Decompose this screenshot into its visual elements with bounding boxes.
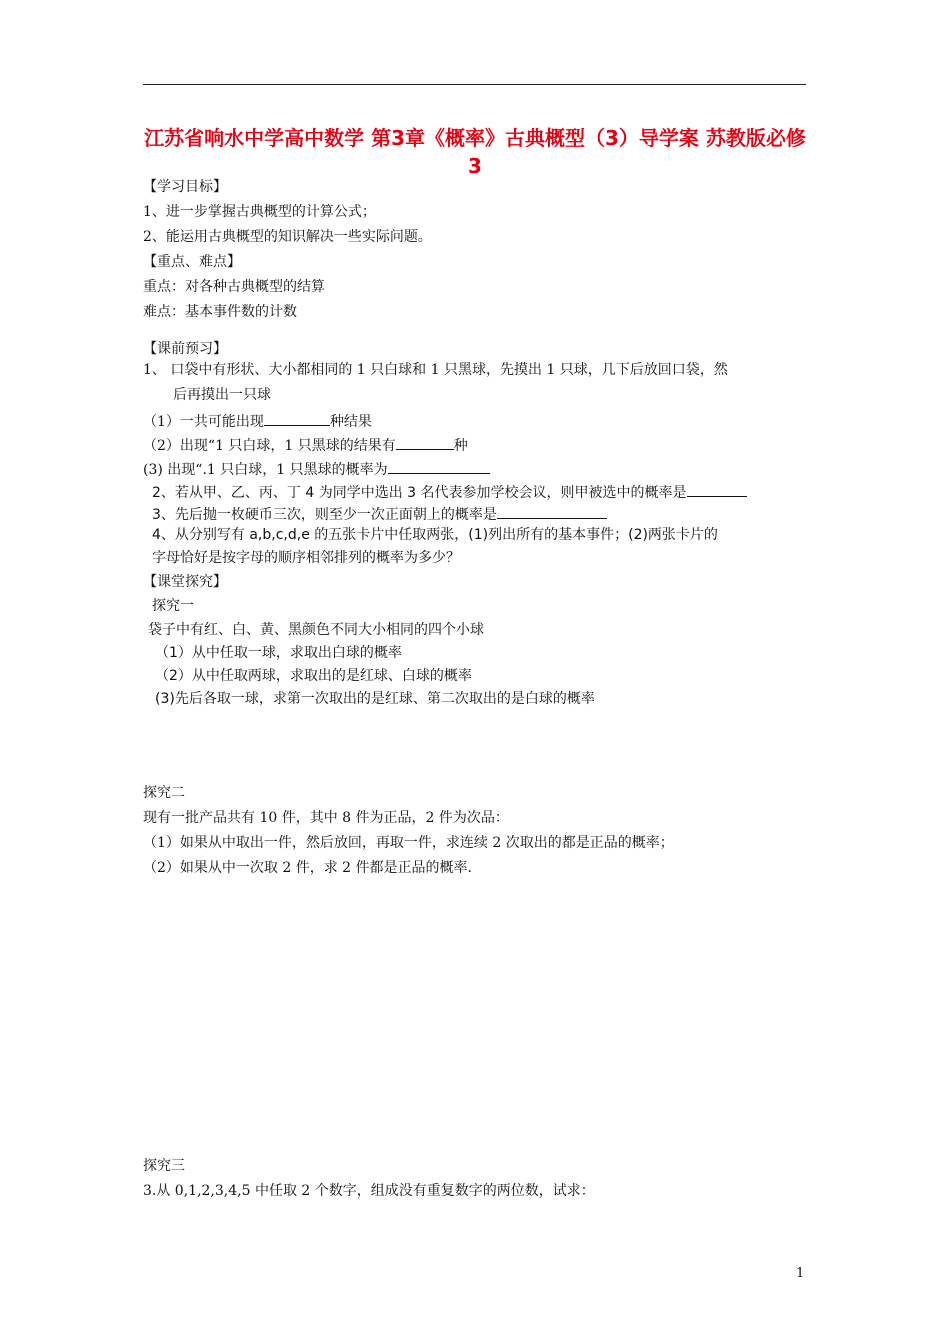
answer-blank[interactable] [497, 503, 607, 519]
explore3-title: 探究三 [143, 1158, 185, 1174]
explore1-item-2: （2）从中任取两球，求取出的是红球、白球的概率 [155, 668, 472, 684]
objective-item-2: 2、能运用古典概型的知识解决一些实际问题。 [143, 229, 432, 245]
preview-q1-line1: 1、 口袋中有形状、大小都相同的 1 只白球和 1 只黑球，先摸出 1 只球，几下后放回口袋，然 [143, 362, 728, 378]
answer-blank[interactable] [264, 410, 330, 426]
preview-q3-text: 3、先后抛一枚硬币三次，则至少一次正面朝上的概率是 [152, 507, 497, 523]
preview-q1-line2: 后再摸出一只球 [173, 387, 271, 403]
preview-q2 [152, 481, 747, 503]
objective-item-1: 1、进一步掌握古典概型的计算公式； [143, 204, 376, 220]
explore1-item-3: (3)先后各取一球，求第一次取出的是红球、第二次取出的是白球的概率 [155, 691, 595, 707]
document-title: 江苏省响水中学高中数学 第3章《概率》古典概型（3）导学案 苏教版必修3 [144, 126, 806, 178]
difficulty-text: 难点：基本事件数的计数 [143, 304, 297, 320]
preview-heading: 【课前预习】 [143, 341, 227, 357]
preview-q1-a-suffix: 种结果 [329, 414, 372, 430]
page-number: 1 [796, 1266, 805, 1281]
preview-q1-b [143, 434, 468, 456]
preview-q1-a [143, 410, 372, 432]
header-rule [143, 84, 806, 85]
explore2-item-1: （1）如果从中取出一件，然后放回，再取一件，求连续 2 次取出的都是正品的概率； [143, 835, 674, 851]
explore1-intro: 袋子中有红、白、黄、黑颜色不同大小相同的四个小球 [148, 622, 484, 638]
classroom-heading: 【课堂探究】 [143, 574, 227, 590]
explore2-intro: 现有一批产品共有 10 件，其中 8 件为正品，2 件为次品： [143, 810, 509, 826]
preview-q4-line2: 字母恰好是按字母的顺序相邻排列的概率为多少？ [152, 550, 460, 566]
answer-blank[interactable] [388, 458, 490, 474]
explore3-question: 3.从 0,1,2,3,4,5 中任取 2 个数字，组成没有重复数字的两位数，试求： [143, 1183, 595, 1199]
preview-q1-b-suffix: 种 [453, 438, 468, 454]
explore2-item-2: （2）如果从中一次取 2 件，求 2 件都是正品的概率. [143, 860, 472, 876]
key-points-heading: 【重点、难点】 [143, 254, 241, 270]
preview-q1-b-text: （2）出现“1 只白球，1 只黑球的结果有 [143, 438, 396, 454]
preview-q2-text: 2、若从甲、乙、丙、丁 4 为同学中选出 3 名代表参加学校会议，则甲被选中的概率是 [152, 485, 687, 501]
explore2-title: 探究二 [143, 785, 185, 801]
preview-q1-c [143, 458, 490, 480]
explore1-item-1: （1）从中任取一球，求取出白球的概率 [155, 645, 402, 661]
explore1-title: 探究一 [152, 598, 194, 614]
preview-q3 [152, 503, 607, 525]
preview-q4-line1: 4、从分别写有 a,b,c,d,e 的五张卡片中任取两张，(1)列出所有的基本事件；(2)两张卡片的 [152, 527, 718, 543]
focus-text: 重点：对各种古典概型的结算 [143, 279, 325, 295]
preview-q1-a-text: （1）一共可能出现 [143, 414, 264, 430]
answer-blank[interactable] [396, 434, 454, 450]
objectives-heading: 【学习目标】 [143, 179, 227, 195]
preview-q1-c-text: (3) 出现“.1 只白球，1 只黑球的概率为 [143, 462, 388, 478]
answer-blank[interactable] [687, 481, 747, 497]
